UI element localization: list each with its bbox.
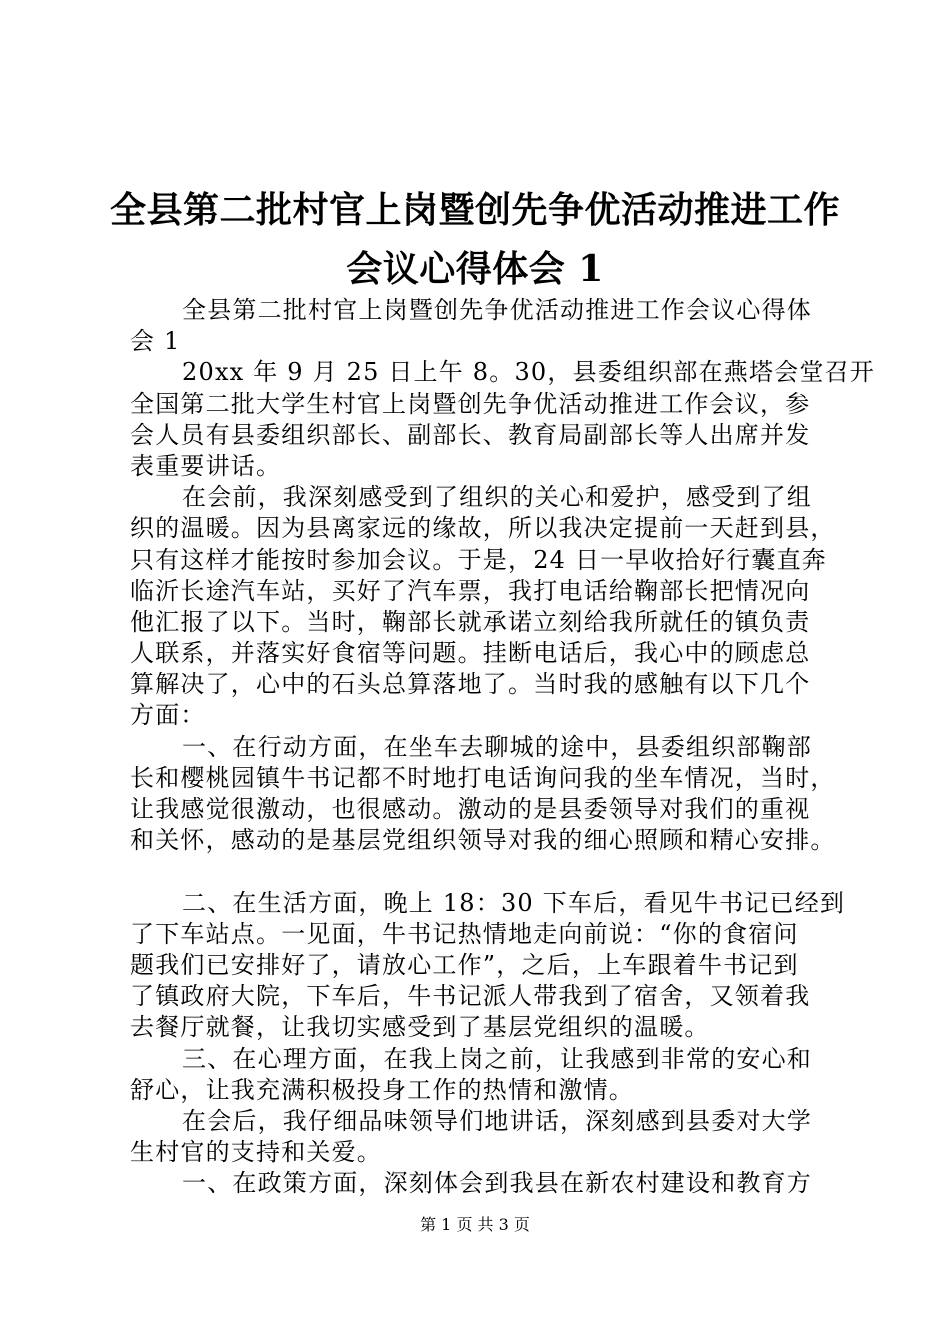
document-body bbox=[130, 295, 875, 1199]
body-line: 了下车站点。一见面，牛书记热情地走向前说：“你的食宿问 bbox=[130, 919, 799, 948]
body-line: 在会前，我深刻感受到了组织的关心和爱护，感受到了组 bbox=[182, 483, 812, 512]
body-line: 会人员有县委组织部长、副部长、教育局副部长等人出席并发 bbox=[130, 420, 811, 449]
document-title-line-2: 会议心得体会 1 bbox=[346, 248, 604, 290]
body-line: 了镇政府大院，下车后，牛书记派人带我到了宿舍，又领着我 bbox=[130, 982, 811, 1011]
body-line: 会 1 bbox=[130, 327, 181, 356]
body-line: 去餐厅就餐，让我切实感受到了基层党组织的温暖。 bbox=[130, 1013, 710, 1042]
body-line: 全县第二批村官上岗暨创先争优活动推进工作会议心得体 bbox=[182, 296, 812, 324]
blank-line bbox=[130, 856, 830, 887]
body-line: 20xx 年 9 月 25 日上午 8。30，县委组织部在燕塔会堂召开 bbox=[182, 358, 875, 387]
body-line: 全国第二批大学生村官上岗暨创先争优活动推进工作会议，参 bbox=[130, 389, 811, 418]
body-line: 他汇报了以下。当时，鞠部长就承诺立刻给我所就任的镇负责 bbox=[130, 607, 811, 636]
body-line: 题我们已安排好了，请放心工作”，之后，上车跟着牛书记到 bbox=[130, 950, 799, 979]
body-line: 表重要讲话。 bbox=[130, 451, 282, 480]
body-line: 和关怀，感动的是基层党组织领导对我的细心照顾和精心安排。 bbox=[130, 826, 836, 855]
body-line: 二、在生活方面，晚上 18：30 下车后，看见牛书记已经到 bbox=[182, 888, 846, 917]
page-number-footer: 第 1 页 共 3 页 bbox=[420, 1215, 530, 1234]
body-line: 三、在心理方面，在我上岗之前，让我感到非常的安心和 bbox=[182, 1044, 812, 1073]
body-line: 人联系，并落实好食宿等问题。挂断电话后，我心中的顾虑总 bbox=[130, 639, 811, 668]
body-line: 只有这样才能按时参加会议。于是，24 日一早收拾好行囊直奔 bbox=[130, 545, 827, 574]
body-line: 一、在政策方面，深刻体会到我县在新农村建设和教育方 bbox=[182, 1169, 812, 1198]
body-line: 生村官的支持和关爱。 bbox=[130, 1138, 382, 1167]
body-line: 织的温暖。因为县离家远的缘故，所以我决定提前一天赶到县， bbox=[130, 514, 836, 543]
body-line: 算解决了，心中的石头总算落地了。当时我的感触有以下几个 bbox=[130, 670, 811, 699]
body-line: 长和樱桃园镇牛书记都不时地打电话询问我的坐车情况，当时， bbox=[130, 763, 836, 792]
body-line: 在会后，我仔细品味领导们地讲话，深刻感到县委对大学 bbox=[182, 1106, 812, 1135]
body-line: 临沂长途汽车站，买好了汽车票，我打电话给鞠部长把情况向 bbox=[130, 576, 811, 605]
body-line: 让我感觉很激动，也很感动。激动的是县委领导对我们的重视 bbox=[130, 795, 811, 823]
document-title-line-1: 全县第二批村官上岗暨创先争优活动推进工作 bbox=[109, 189, 840, 231]
body-line: 方面： bbox=[130, 701, 206, 730]
body-line: 一、在行动方面，在坐车去聊城的途中，县委组织部鞠部 bbox=[182, 732, 812, 761]
body-line: 舒心，让我充满积极投身工作的热情和激情。 bbox=[130, 1075, 634, 1104]
